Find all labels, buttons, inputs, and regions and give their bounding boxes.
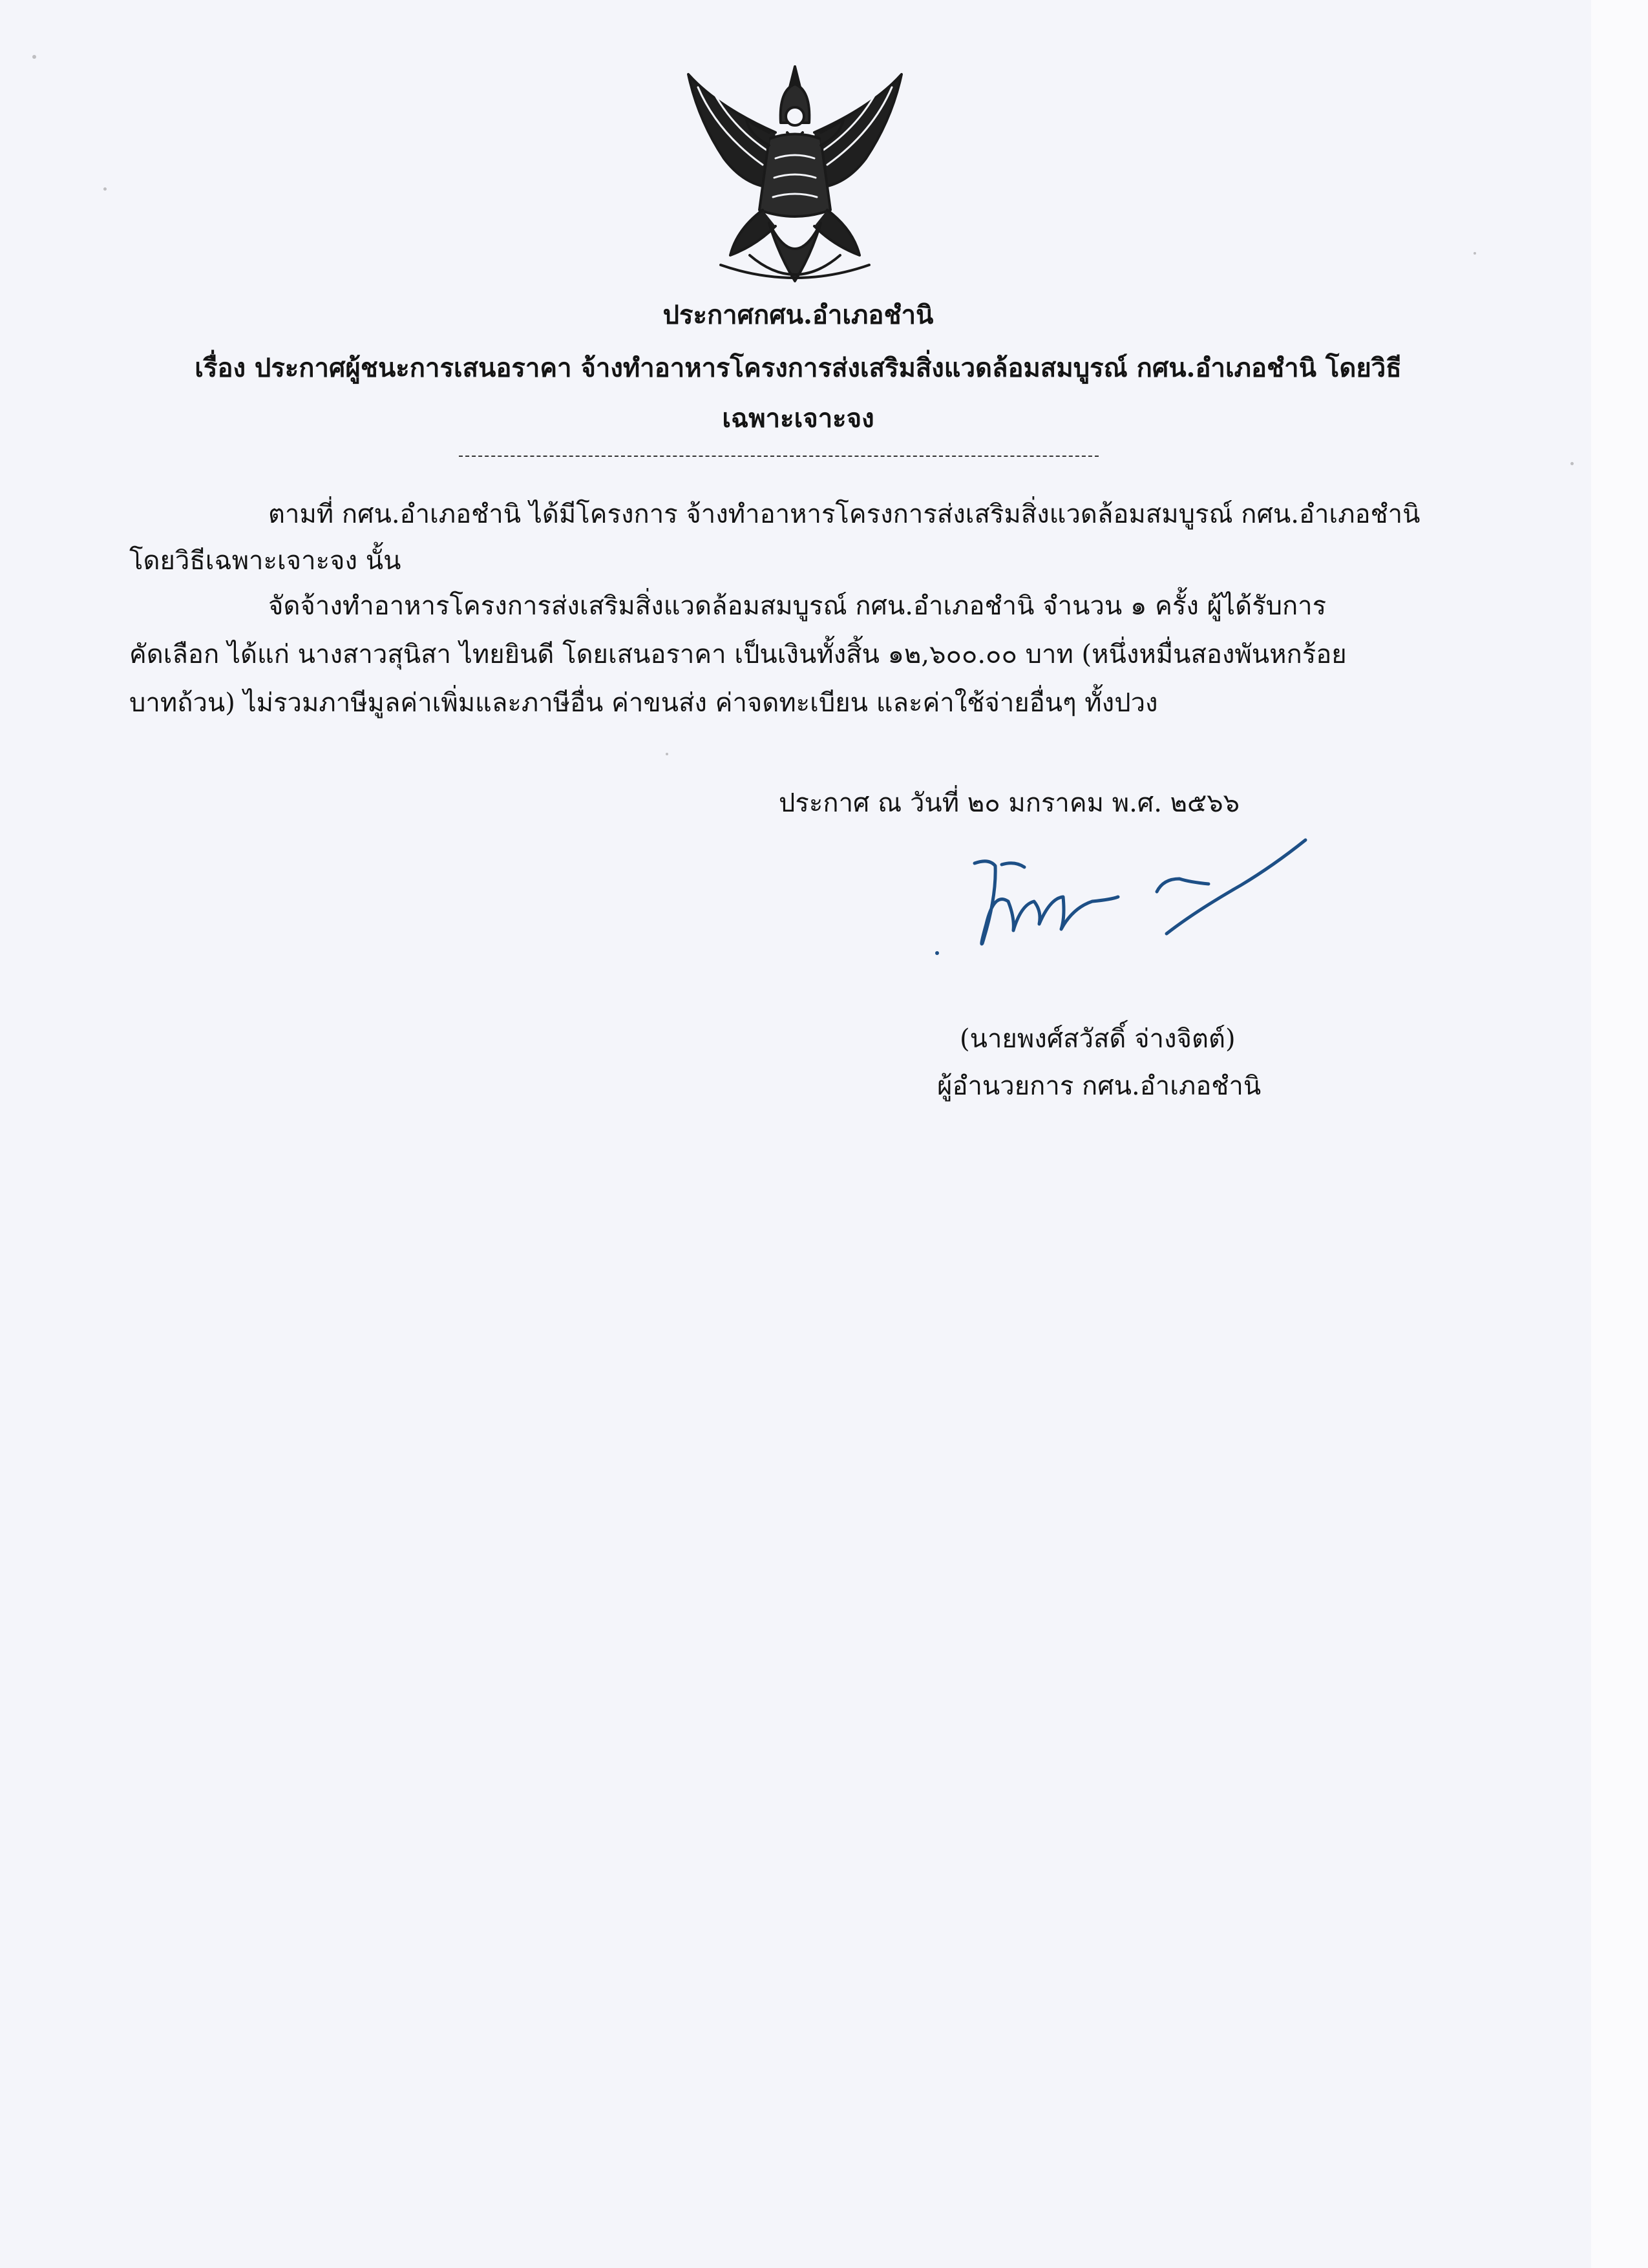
signer-name: (นายพงศ์สวัสดิ์ จ่างจิตต์)	[960, 1024, 1236, 1054]
scan-speck	[32, 55, 36, 59]
signer-position: ผู้อำนวยการ กศน.อำเภอชำนิ	[937, 1071, 1262, 1101]
announcement-date: ประกาศ ณ วันที่ ๒๐ มกราคม พ.ศ. ๒๕๖๖	[779, 788, 1240, 818]
paragraph-2-line-2: คัดเลือก ได้แก่ นางสาวสุนิสา ไทยยินดี โดยเสนอราคา เป็นเงินทั้งสิ้น ๑๒,๖๐๐.๐๐ บาท (หนึ่งหมื่นสองพันหกร้อย	[129, 640, 1347, 669]
scan-speck	[1570, 462, 1574, 465]
paragraph-2-line-1: จัดจ้างทำอาหารโครงการส่งเสริมสิ่งแวดล้อมสมบูรณ์ กศน.อำเภอชำนิ จำนวน ๑ ครั้ง ผู้ได้รับการ	[268, 591, 1327, 621]
announcement-title: ประกาศกศน.อำเภอชำนิ	[662, 300, 934, 330]
paragraph-1-line-2: โดยวิธีเฉพาะเจาะจง นั้น	[129, 546, 401, 576]
paragraph-2-line-3: บาทถ้วน) ไม่รวมภาษีมูลค่าเพิ่มและภาษีอื่น ค่าขนส่ง ค่าจดทะเบียน และค่าใช้จ่ายอื่นๆ ทั้งปวง	[129, 688, 1158, 718]
scan-margin	[1591, 0, 1648, 2268]
handwritten-signature-icon	[918, 821, 1338, 969]
scan-speck	[103, 187, 107, 191]
announcement-subject-continued: เฉพาะเจาะจง	[722, 403, 874, 434]
dashed-divider	[459, 456, 1099, 457]
garuda-emblem-icon	[672, 61, 918, 294]
paragraph-1-line-1: ตามที่ กศน.อำเภอชำนิ ได้มีโครงการ จ้างทำอาหารโครงการส่งเสริมสิ่งแวดล้อมสมบูรณ์ กศน.อำเภอชำนิ	[268, 499, 1421, 529]
announcement-subject: เรื่อง ประกาศผู้ชนะการเสนอราคา จ้างทำอาหารโครงการส่งเสริมสิ่งแวดล้อมสมบูรณ์ กศน.อำเภอชำนิ โดยวิธี	[195, 353, 1402, 383]
scan-speck	[666, 753, 668, 755]
scan-speck	[1474, 252, 1476, 255]
